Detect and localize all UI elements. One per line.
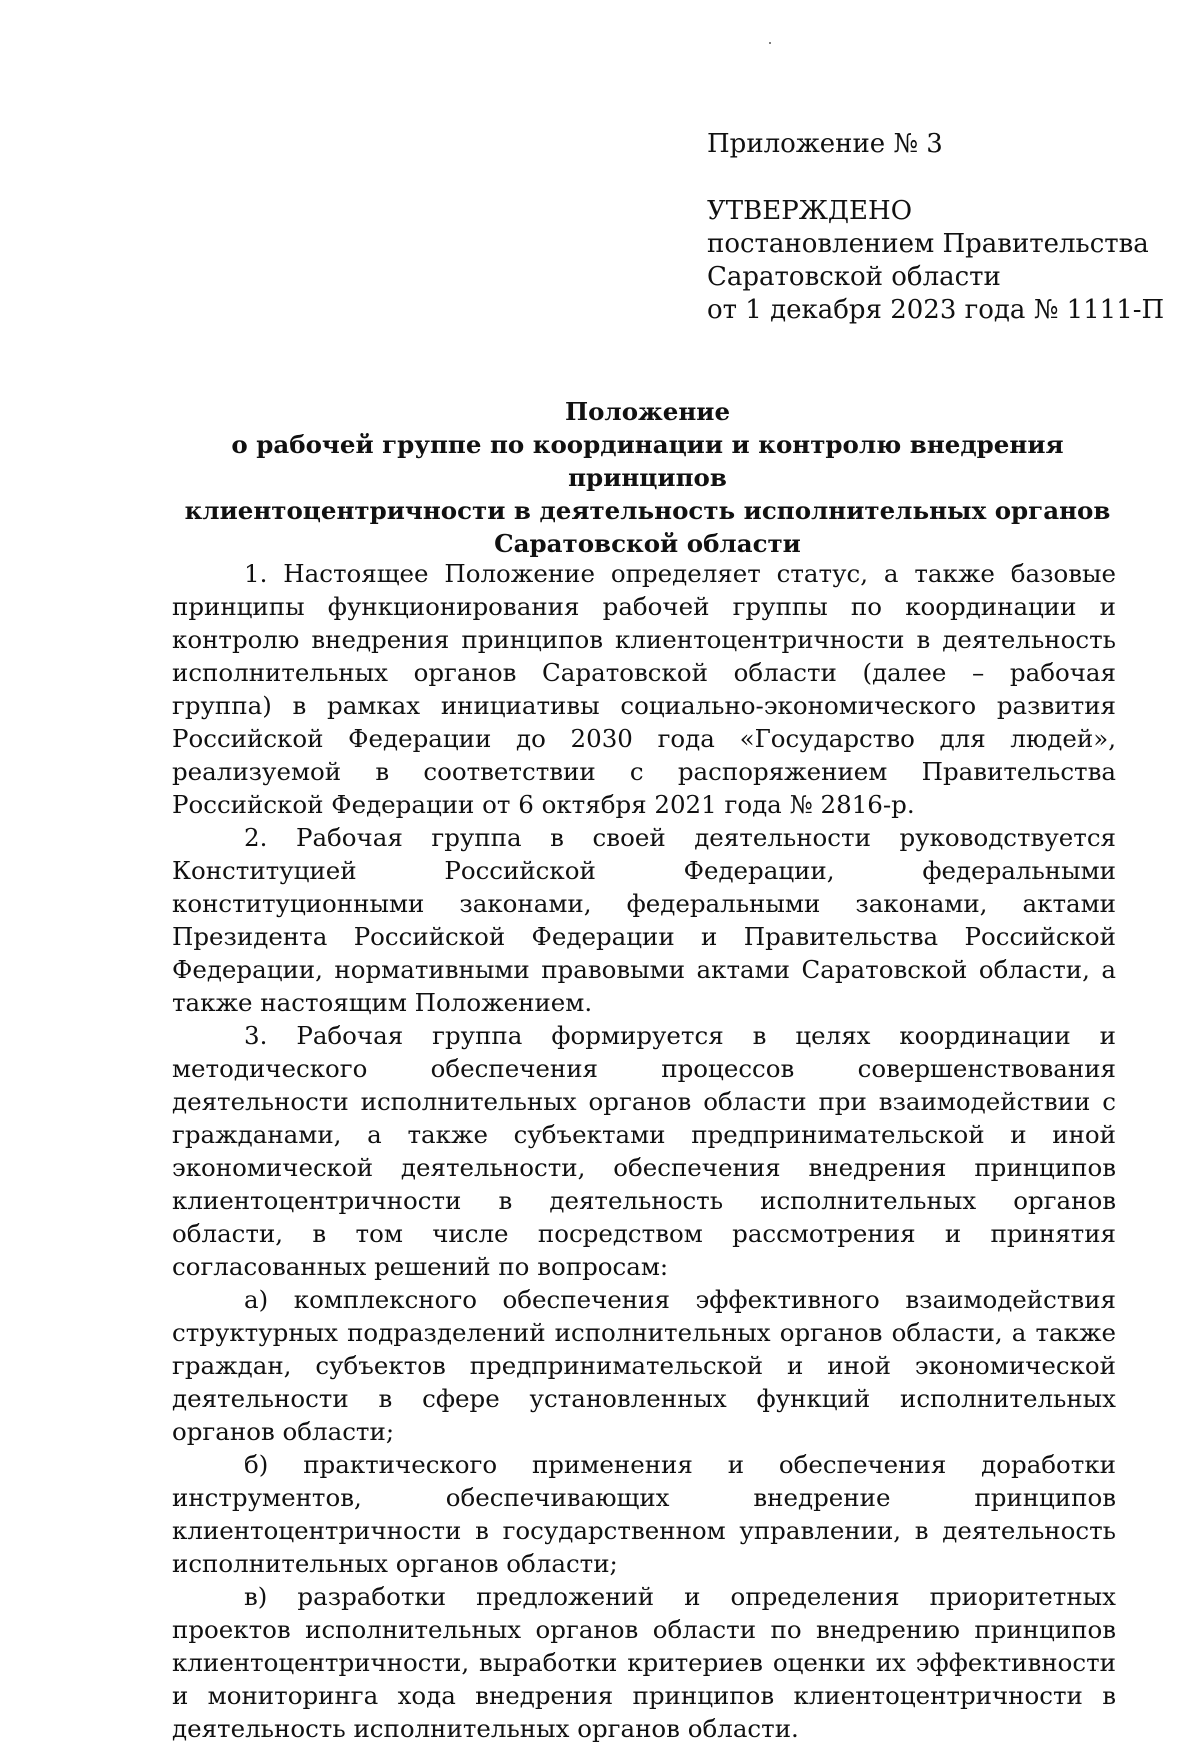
paragraph-3: 3. Рабочая группа формируется в целях координации и методического обеспечения процессов совершенствования деятельности исполнительных органов области при взаимодействии с гражданами, а также субъектами предпринимательской и иной экономической деятельности, обеспечения внедрения принципов клиентоцентричности в деятельность исполнительных органов области, в том числе посредством рассмотрения и принятия согласованных решений по вопросам: xyxy=(172,1021,1116,1281)
title-line-1: Положение xyxy=(564,397,731,426)
document-title xyxy=(172,395,1123,560)
approval-block xyxy=(707,195,1164,327)
document-body xyxy=(172,557,1116,1745)
approved-by-line-2: Саратовской области xyxy=(707,262,1001,292)
paragraph-3c: в) разработки предложений и определения приоритетных проектов исполнительных органов области по внедрению принципов клиентоцентричности, выработки критериев оценки их эффективности и мониторинга хода внедрения принципов клиентоцентричности в деятельность исполнительных органов области. xyxy=(172,1582,1116,1743)
scan-speck xyxy=(769,42,771,44)
approved-label: УТВЕРЖДЕНО xyxy=(707,196,913,226)
paragraph-3b: б) практического применения и обеспечения доработки инструментов, обеспечивающих внедрение принципов клиентоцентричности в государственном управлении, в деятельность исполнительных органов области; xyxy=(172,1450,1116,1578)
approved-by-line-1: постановлением Правительства xyxy=(707,229,1149,259)
title-line-4: Саратовской области xyxy=(494,529,801,558)
paragraph-3a: а) комплексного обеспечения эффективного взаимодействия структурных подразделений исполнительных органов области, а также граждан, субъектов предпринимательской и иной экономической деятельности в сфере установленных функций исполнительных органов области; xyxy=(172,1285,1116,1446)
appendix-label: Приложение № 3 xyxy=(707,129,943,159)
paragraph-1: 1. Настоящее Положение определяет статус, а также базовые принципы функционирования рабочей группы по координации и контролю внедрения принципов клиентоцентричности в деятельность исполнительных органов Саратовской области (далее – рабочая группа) в рамках инициативы социально-экономического развития Российской Федерации до 2030 года «Государство для людей», реализуемой в соответствии с распоряжением Правительства Российской Федерации от 6 октября 2021 года № 2816-р. xyxy=(172,559,1116,819)
title-line-2: о рабочей группе по координации и контролю внедрения принципов xyxy=(231,430,1064,492)
title-line-3: клиентоцентричности в деятельность исполнительных органов xyxy=(184,496,1111,525)
approved-date: от 1 декабря 2023 года № 1111-П xyxy=(707,295,1165,325)
paragraph-2: 2. Рабочая группа в своей деятельности руководствуется Конституцией Российской Федерации, федеральными конституционными законами, федеральными законами, актами Президента Российской Федерации и Правительства Российской Федерации, нормативными правовыми актами Саратовской области, а также настоящим Положением. xyxy=(172,823,1116,1017)
